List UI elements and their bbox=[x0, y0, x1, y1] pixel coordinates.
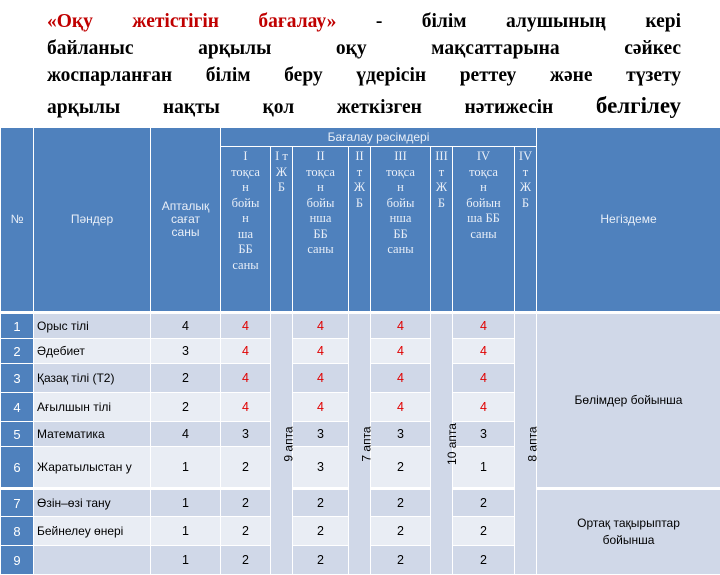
q2-count: 2 bbox=[293, 546, 349, 575]
row-number: 3 bbox=[1, 364, 34, 393]
hdr-line: нша bbox=[310, 211, 332, 225]
hours-line: Апталық bbox=[162, 199, 209, 213]
heading-word: білім bbox=[422, 11, 467, 32]
q3-count: 2 bbox=[371, 447, 431, 489]
hdr-line: Ж bbox=[354, 180, 365, 194]
row-number: 8 bbox=[1, 517, 34, 546]
weekly-hours: 1 bbox=[151, 517, 221, 546]
subject-name: Әдебиет bbox=[34, 339, 151, 364]
header-q1-soch bbox=[271, 147, 293, 313]
hdr-line: тоқса bbox=[386, 165, 415, 179]
heading-word: белгілеу bbox=[596, 93, 681, 118]
q1-count: 4 bbox=[221, 339, 271, 364]
q3-count: 3 bbox=[371, 422, 431, 447]
weekly-hours: 1 bbox=[151, 447, 221, 489]
hdr-line: Б bbox=[356, 196, 363, 210]
hdr-line: н bbox=[317, 180, 324, 194]
hdr-line: ІІ bbox=[355, 149, 363, 163]
weekly-hours: 1 bbox=[151, 489, 221, 517]
hdr-line: н bbox=[397, 180, 404, 194]
hdr-line: ББ bbox=[313, 227, 327, 241]
hdr-line: ІІ bbox=[316, 149, 324, 163]
row-number: 2 bbox=[1, 339, 34, 364]
q2-count: 3 bbox=[293, 447, 349, 489]
hdr-line: Б bbox=[522, 196, 529, 210]
weekly-hours: 2 bbox=[151, 364, 221, 393]
q1-weeks bbox=[271, 313, 293, 575]
heading-paragraph bbox=[0, 0, 720, 128]
header-q2-soch bbox=[349, 147, 371, 313]
heading-word: байланыс bbox=[47, 38, 134, 59]
assessment-table bbox=[0, 127, 720, 575]
heading-quote: «Оқу жетістігін бағалау» bbox=[47, 11, 336, 32]
heading-word: үдерісін bbox=[356, 65, 426, 86]
q4-count: 1 bbox=[453, 447, 515, 489]
header-subject: Пәндер bbox=[34, 128, 151, 313]
hdr-line: Ж bbox=[520, 180, 531, 194]
heading-word: кері bbox=[645, 11, 681, 32]
heading-word: - bbox=[376, 11, 383, 32]
heading-word: нақты bbox=[163, 97, 220, 118]
heading-word: жоспарланған bbox=[47, 65, 172, 86]
heading-word: сәйкес bbox=[624, 38, 681, 59]
hdr-line: ша ББ bbox=[467, 211, 500, 225]
subject-name: Орыс тілі bbox=[34, 313, 151, 339]
subject-name bbox=[34, 546, 151, 575]
header-assessment-procedures: Бағалау рәсімдері bbox=[221, 128, 537, 147]
header-number: № bbox=[1, 128, 34, 313]
q1-count: 4 bbox=[221, 364, 271, 393]
heading-word: қол bbox=[262, 97, 294, 118]
q1-count: 2 bbox=[221, 546, 271, 575]
q4-count: 2 bbox=[453, 489, 515, 517]
hdr-line: ІІІ bbox=[394, 149, 407, 163]
hdr-line: бойы bbox=[387, 196, 415, 210]
hdr-line: саны bbox=[307, 242, 333, 256]
subject-name: Бейнелеу өнері bbox=[34, 517, 151, 546]
q3-count: 4 bbox=[371, 364, 431, 393]
basis-sections: Бөлімдер бойынша bbox=[537, 313, 720, 489]
hdr-line: нша bbox=[390, 211, 412, 225]
row-number: 9 bbox=[1, 546, 34, 575]
heading-word: нәтижесін bbox=[464, 97, 553, 118]
heading-word: мақсаттарына bbox=[431, 38, 559, 59]
q3-weeks-label: 10 апта bbox=[445, 423, 459, 465]
hdr-line: ІІІ bbox=[435, 149, 448, 163]
q1-count: 2 bbox=[221, 447, 271, 489]
hdr-line: саны bbox=[470, 227, 496, 241]
q4-count: 4 bbox=[453, 364, 515, 393]
hdr-line: тоқса bbox=[306, 165, 335, 179]
hdr-line: ІV bbox=[519, 149, 532, 163]
q4-weeks-label: 8 апта bbox=[526, 426, 540, 461]
q4-count: 2 bbox=[453, 517, 515, 546]
hdr-line: Ж bbox=[276, 165, 287, 179]
q1-count: 4 bbox=[221, 393, 271, 422]
weekly-hours: 2 bbox=[151, 393, 221, 422]
heading-line-1 bbox=[47, 10, 681, 34]
q2-count: 4 bbox=[293, 364, 349, 393]
hdr-line: І т bbox=[275, 149, 288, 163]
hdr-line: бойы bbox=[307, 196, 335, 210]
header-q1-sor bbox=[221, 147, 271, 313]
header-q3-soch bbox=[431, 147, 453, 313]
heading-word: оқу bbox=[336, 38, 367, 59]
basis-line: бойынша bbox=[603, 533, 655, 547]
hdr-line: Б bbox=[438, 196, 445, 210]
q3-count: 4 bbox=[371, 393, 431, 422]
row-number: 5 bbox=[1, 422, 34, 447]
q4-count: 4 bbox=[453, 393, 515, 422]
hdr-line: т bbox=[523, 165, 528, 179]
q2-weeks-label: 7 апта bbox=[360, 426, 374, 461]
q2-count: 4 bbox=[293, 339, 349, 364]
weekly-hours: 1 bbox=[151, 546, 221, 575]
hdr-line: н bbox=[242, 211, 249, 225]
weekly-hours: 4 bbox=[151, 422, 221, 447]
q4-count: 2 bbox=[453, 546, 515, 575]
subject-name: Математика bbox=[34, 422, 151, 447]
hdr-line: ша bbox=[238, 227, 253, 241]
hdr-line: Ж bbox=[436, 180, 447, 194]
q1-weeks-label: 9 апта bbox=[282, 426, 296, 461]
hdr-line: н bbox=[480, 180, 487, 194]
q2-count: 4 bbox=[293, 313, 349, 339]
q3-count: 4 bbox=[371, 339, 431, 364]
basis-line: Ортақ тақырыптар bbox=[577, 516, 680, 530]
q4-count: 4 bbox=[453, 339, 515, 364]
subject-name: Жаратылыстан у bbox=[34, 447, 151, 489]
subject-name: Өзін–өзі тану bbox=[34, 489, 151, 517]
weekly-hours: 4 bbox=[151, 313, 221, 339]
hdr-line: саны bbox=[232, 258, 258, 272]
header-q2-sor bbox=[293, 147, 349, 313]
heading-line-4 bbox=[47, 94, 681, 120]
q3-weeks bbox=[431, 313, 453, 575]
hdr-line: саны bbox=[387, 242, 413, 256]
hdr-line: бойын bbox=[466, 196, 500, 210]
q2-weeks bbox=[349, 313, 371, 575]
q4-count: 3 bbox=[453, 422, 515, 447]
hdr-line: н bbox=[242, 180, 249, 194]
header-q4-soch bbox=[515, 147, 537, 313]
q3-count: 2 bbox=[371, 517, 431, 546]
basis-common-topics bbox=[537, 489, 720, 575]
header-basis: Негіздеме bbox=[537, 128, 720, 313]
q1-count: 4 bbox=[221, 313, 271, 339]
q2-count: 3 bbox=[293, 422, 349, 447]
heading-word: білім bbox=[206, 65, 251, 86]
q3-count: 2 bbox=[371, 489, 431, 517]
q2-count: 2 bbox=[293, 489, 349, 517]
q1-count: 3 bbox=[221, 422, 271, 447]
hdr-line: т bbox=[439, 165, 444, 179]
hours-line: сағат bbox=[171, 212, 200, 226]
heading-word: реттеу bbox=[460, 65, 517, 86]
row-number: 7 bbox=[1, 489, 34, 517]
hdr-line: бойы bbox=[232, 196, 260, 210]
header-q3-sor bbox=[371, 147, 431, 313]
heading-word: беру bbox=[284, 65, 323, 86]
hdr-line: І bbox=[243, 149, 247, 163]
heading-word: және bbox=[550, 65, 593, 86]
heading-line-3 bbox=[47, 64, 681, 88]
header-q4-sor bbox=[453, 147, 515, 313]
heading-word: алушының bbox=[506, 11, 606, 32]
hdr-line: ББ bbox=[393, 227, 407, 241]
hours-line: саны bbox=[172, 225, 200, 239]
q1-count: 2 bbox=[221, 489, 271, 517]
weekly-hours: 3 bbox=[151, 339, 221, 364]
hdr-line: ББ bbox=[238, 242, 252, 256]
q4-weeks bbox=[515, 313, 537, 575]
heading-word: арқылы bbox=[198, 38, 271, 59]
heading-word: жеткізген bbox=[337, 97, 422, 118]
subject-name: Ағылшын тілі bbox=[34, 393, 151, 422]
q2-count: 2 bbox=[293, 517, 349, 546]
hdr-line: Б bbox=[278, 180, 285, 194]
hdr-line: тоқса bbox=[469, 165, 498, 179]
heading-word: түзету bbox=[626, 65, 681, 86]
q3-count: 4 bbox=[371, 313, 431, 339]
hdr-line: ІV bbox=[477, 149, 490, 163]
row-number: 4 bbox=[1, 393, 34, 422]
heading-line-2 bbox=[47, 37, 681, 61]
table-row bbox=[1, 313, 720, 339]
heading-word: арқылы bbox=[47, 97, 120, 118]
row-number: 6 bbox=[1, 447, 34, 489]
q2-count: 4 bbox=[293, 393, 349, 422]
subject-name: Қазақ тілі (Т2) bbox=[34, 364, 151, 393]
hdr-line: т bbox=[357, 165, 362, 179]
q4-count: 4 bbox=[453, 313, 515, 339]
hdr-line: тоқса bbox=[231, 165, 260, 179]
row-number: 1 bbox=[1, 313, 34, 339]
header-weekly-hours bbox=[151, 128, 221, 313]
q3-count: 2 bbox=[371, 546, 431, 575]
q1-count: 2 bbox=[221, 517, 271, 546]
